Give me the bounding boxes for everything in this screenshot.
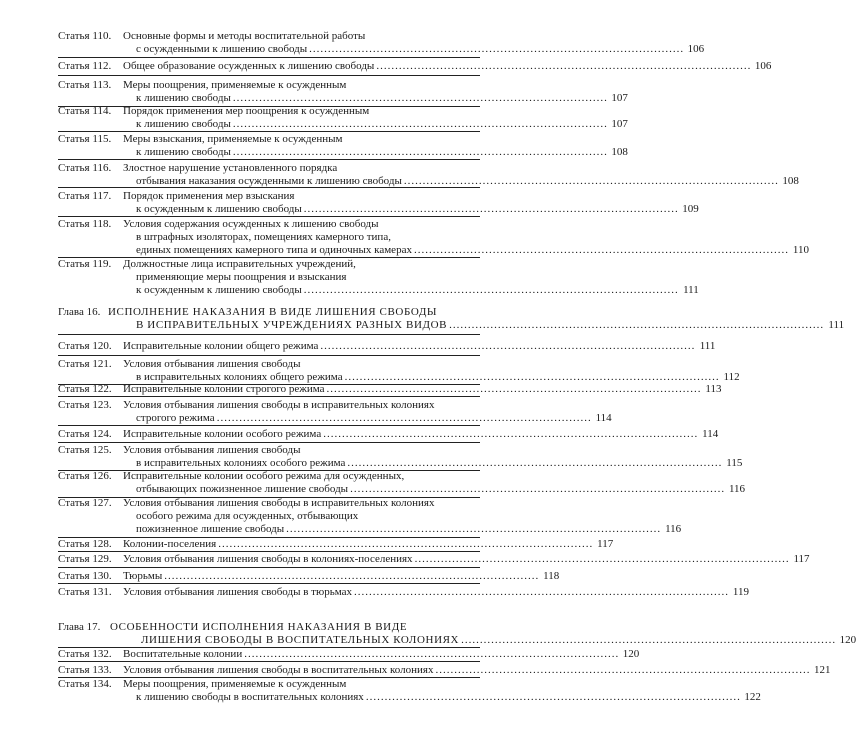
page-number: 111	[683, 284, 699, 296]
page-number: 116	[665, 523, 682, 535]
leader-dots: ....................................................................................................	[461, 634, 837, 646]
page-number: 113	[705, 383, 722, 395]
entry-label: Статья 113.	[58, 79, 112, 91]
entry-title-line: с осужденными к лишению свободы	[136, 43, 308, 55]
entry-last-line	[123, 648, 640, 661]
entry-last-line	[123, 428, 719, 441]
page-number: 111	[699, 340, 716, 352]
chapter-title-line: ИСПОЛНЕНИЕ НАКАЗАНИЯ В ВИДЕ ЛИШЕНИЯ СВОБОДЫ	[108, 306, 438, 318]
chapter-label: Глава 16.	[58, 306, 101, 318]
leader-dots: ....................................................................................................	[365, 691, 741, 703]
entry-last-line	[136, 244, 809, 257]
leader-dots: ....................................................................................................	[309, 43, 685, 55]
chapter-title-line: В ИСПРАВИТЕЛЬНЫХ УЧРЕЖДЕНИЯХ РАЗНЫХ ВИДОВ	[136, 319, 448, 331]
entry-title-line: Общее образование осужденных к лишению свободы	[123, 60, 375, 72]
entry-label: Статья 134.	[58, 678, 112, 690]
entry-last-line	[136, 118, 628, 131]
entry-title-line: строгого режима	[136, 412, 215, 424]
entry-title-line: к лишению свободы	[136, 146, 231, 158]
leader-dots: ....................................................................................................	[320, 340, 696, 352]
entry-last-line	[136, 284, 699, 297]
divider	[58, 425, 480, 426]
page-number: 115	[726, 457, 743, 469]
page-number: 119	[732, 586, 749, 598]
entry-title-line: Условия отбывания лишения свободы в колониях-поселениях	[123, 553, 413, 565]
leader-dots: ....................................................................................................	[449, 319, 825, 331]
entry-title-line: Исправительные колонии общего режима	[123, 340, 319, 352]
entry-label: Статья 116.	[58, 162, 112, 174]
entry-title-line: в исправительных колониях особого режима	[136, 457, 346, 469]
divider	[58, 216, 480, 217]
entry-last-line	[123, 570, 560, 583]
page-number: 116	[728, 483, 746, 495]
entry-last-line	[136, 92, 628, 105]
page-number: 111	[828, 319, 845, 331]
divider	[58, 75, 480, 76]
entry-title-line: отбывающих пожизненное лишение свободы	[136, 483, 349, 495]
page-number: 108	[782, 175, 799, 187]
page-number: 107	[611, 92, 628, 104]
page-number: 117	[793, 553, 810, 565]
entry-title-line: Порядок применения мер поощрения к осужденным	[123, 105, 370, 117]
entry-label: Статья 123.	[58, 399, 112, 411]
chapter-title-line: ОСОБЕННОСТИ ИСПОЛНЕНИЯ НАКАЗАНИЯ В ВИДЕ	[110, 621, 408, 633]
entry-last-line	[136, 412, 612, 425]
entry-label: Статья 110.	[58, 30, 112, 42]
entry-label: Статья 130.	[58, 570, 112, 582]
divider	[58, 159, 480, 160]
entry-title-line: Условия отбывания лишения свободы в исправительных колониях	[123, 399, 435, 411]
entry-title-line: Условия содержания осужденных к лишению свободы	[123, 218, 379, 230]
entry-label: Статья 127.	[58, 497, 112, 509]
entry-label: Статья 118.	[58, 218, 112, 230]
entry-title-line: Исправительные колонии особого режима для осужденных,	[123, 470, 405, 482]
entry-last-line	[123, 383, 722, 396]
entry-title-line: Тюрьмы	[123, 570, 163, 582]
divider	[58, 131, 480, 132]
entry-title-line: особого режима для осужденных, отбывающих	[136, 510, 359, 522]
entry-title-line: Исправительные колонии особого режима	[123, 428, 322, 440]
leader-dots: ....................................................................................................	[216, 412, 592, 424]
entry-title-line: Условия отбывания лишения свободы в воспитательных колониях	[123, 664, 434, 676]
divider	[58, 442, 480, 443]
page-number: 107	[611, 118, 628, 130]
leader-dots: ....................................................................................................	[326, 383, 702, 395]
entry-label: Статья 117.	[58, 190, 112, 202]
page-number: 121	[813, 664, 831, 676]
entry-title-line: Меры взыскания, применяемые к осужденным	[123, 133, 343, 145]
entry-label: Статья 121.	[58, 358, 112, 370]
leader-dots: ....................................................................................................	[344, 371, 720, 383]
entry-title-line: к осужденным к лишению свободы	[136, 284, 302, 296]
page-number: 122	[744, 691, 761, 703]
entry-title-line: применяющие меры поощрения и взыскания	[136, 271, 347, 283]
leader-dots: ....................................................................................................	[413, 244, 789, 256]
leader-dots: ....................................................................................................	[244, 648, 620, 660]
leader-dots: ....................................................................................................	[232, 146, 608, 158]
entry-label: Статья 132.	[58, 648, 112, 660]
page-number: 118	[543, 570, 560, 582]
leader-dots: ....................................................................................................	[164, 570, 540, 582]
entry-last-line	[123, 586, 749, 599]
leader-dots: ....................................................................................................	[435, 664, 811, 676]
entry-label: Статья 120.	[58, 340, 112, 352]
leader-dots: ....................................................................................................	[376, 60, 752, 72]
entry-label: Статья 119.	[58, 258, 112, 270]
entry-last-line	[136, 43, 705, 56]
entry-last-line	[123, 60, 772, 73]
divider	[58, 567, 480, 568]
page-number: 106	[754, 60, 772, 72]
leader-dots: ....................................................................................................	[303, 203, 679, 215]
leader-dots: ....................................................................................................	[303, 284, 679, 296]
leader-dots: ....................................................................................................	[414, 553, 790, 565]
chapter-title-line: ЛИШЕНИЯ СВОБОДЫ В ВОСПИТАТЕЛЬНЫХ КОЛОНИЯХ	[141, 634, 460, 646]
divider	[58, 396, 480, 397]
page-number: 110	[792, 244, 809, 256]
leader-dots: ....................................................................................................	[232, 92, 608, 104]
leader-dots: ....................................................................................................	[286, 523, 662, 535]
entry-label: Статья 122.	[58, 383, 112, 395]
entry-title-line: Меры поощрения, применяемые к осужденным	[123, 79, 347, 91]
entry-title-line: к лишению свободы	[136, 118, 231, 130]
entry-title-line: отбывания наказания осужденными к лишению свободы	[136, 175, 402, 187]
entry-title-line: Условия отбывания лишения свободы	[123, 358, 301, 370]
entry-title-line: к осужденным к лишению свободы	[136, 203, 302, 215]
page-number: 108	[611, 146, 628, 158]
leader-dots: ....................................................................................................	[350, 483, 726, 495]
entry-last-line	[136, 523, 682, 536]
entry-title-line: Злостное нарушение установленного порядка	[123, 162, 338, 174]
entry-last-line	[136, 457, 743, 470]
leader-dots: ....................................................................................................	[347, 457, 723, 469]
leader-dots: ....................................................................................................	[323, 428, 699, 440]
page-number: 112	[723, 371, 740, 383]
entry-last-line	[141, 634, 856, 647]
entry-last-line	[136, 203, 699, 216]
entry-title-line: Воспитательные колонии	[123, 648, 243, 660]
leader-dots: ....................................................................................................	[353, 586, 729, 598]
divider	[58, 57, 480, 58]
entry-title-line: единых помещениях камерного типа и одиночных камерах	[136, 244, 412, 256]
entry-label: Статья 115.	[58, 133, 112, 145]
entry-label: Статья 133.	[58, 664, 112, 676]
entry-title-line: Условия отбывания лишения свободы	[123, 444, 301, 456]
entry-title-line: Условия отбывания лишения свободы в тюрьмах	[123, 586, 352, 598]
entry-title-line: Условия отбывания лишения свободы в исправительных колониях	[123, 497, 435, 509]
entry-title-line: к лишению свободы	[136, 92, 231, 104]
entry-last-line	[136, 319, 845, 332]
entry-last-line	[136, 483, 746, 496]
page-number: 114	[595, 412, 612, 424]
entry-last-line	[136, 146, 628, 159]
divider	[58, 551, 480, 552]
leader-dots: ....................................................................................................	[403, 175, 779, 187]
chapter-label: Глава 17.	[58, 621, 101, 633]
entry-title-line: в штрафных изоляторах, помещениях камерного типа,	[136, 231, 391, 243]
page-number: 120	[622, 648, 640, 660]
leader-dots: ....................................................................................................	[232, 118, 608, 130]
entry-title-line: пожизненное лишение свободы	[136, 523, 285, 535]
entry-label: Статья 129.	[58, 553, 112, 565]
entry-title-line: в исправительных колониях общего режима	[136, 371, 343, 383]
page-number: 117	[597, 538, 614, 550]
entry-label: Статья 112.	[58, 60, 112, 72]
entry-title-line: Основные формы и методы воспитательной работы	[123, 30, 366, 42]
entry-title-line: Должностные лица исправительных учреждений,	[123, 258, 356, 270]
entry-label: Статья 114.	[58, 105, 112, 117]
entry-title-line: Меры поощрения, применяемые к осужденным	[123, 678, 347, 690]
entry-label: Статья 131.	[58, 586, 112, 598]
entry-title-line: Исправительные колонии строгого режима	[123, 383, 325, 395]
entry-last-line	[123, 538, 614, 551]
entry-title-line: к лишению свободы в воспитательных колониях	[136, 691, 364, 703]
entry-last-line	[136, 691, 761, 704]
divider	[58, 661, 480, 662]
page-number: 120	[839, 634, 856, 646]
page-number: 114	[702, 428, 719, 440]
entry-label: Статья 126.	[58, 470, 112, 482]
entry-title-line: Колонии-поселения	[123, 538, 217, 550]
divider	[58, 583, 480, 584]
entry-label: Статья 128.	[58, 538, 112, 550]
entry-label: Статья 125.	[58, 444, 112, 456]
page-number: 109	[682, 203, 699, 215]
divider	[58, 355, 480, 356]
entry-last-line	[123, 553, 810, 566]
divider	[58, 334, 480, 335]
page-number: 106	[687, 43, 705, 55]
divider	[58, 187, 480, 188]
entry-last-line	[123, 340, 716, 353]
entry-last-line	[123, 664, 831, 677]
entry-label: Статья 124.	[58, 428, 112, 440]
entry-title-line: Порядок применения мер взыскания	[123, 190, 295, 202]
leader-dots: ....................................................................................................	[218, 538, 594, 550]
